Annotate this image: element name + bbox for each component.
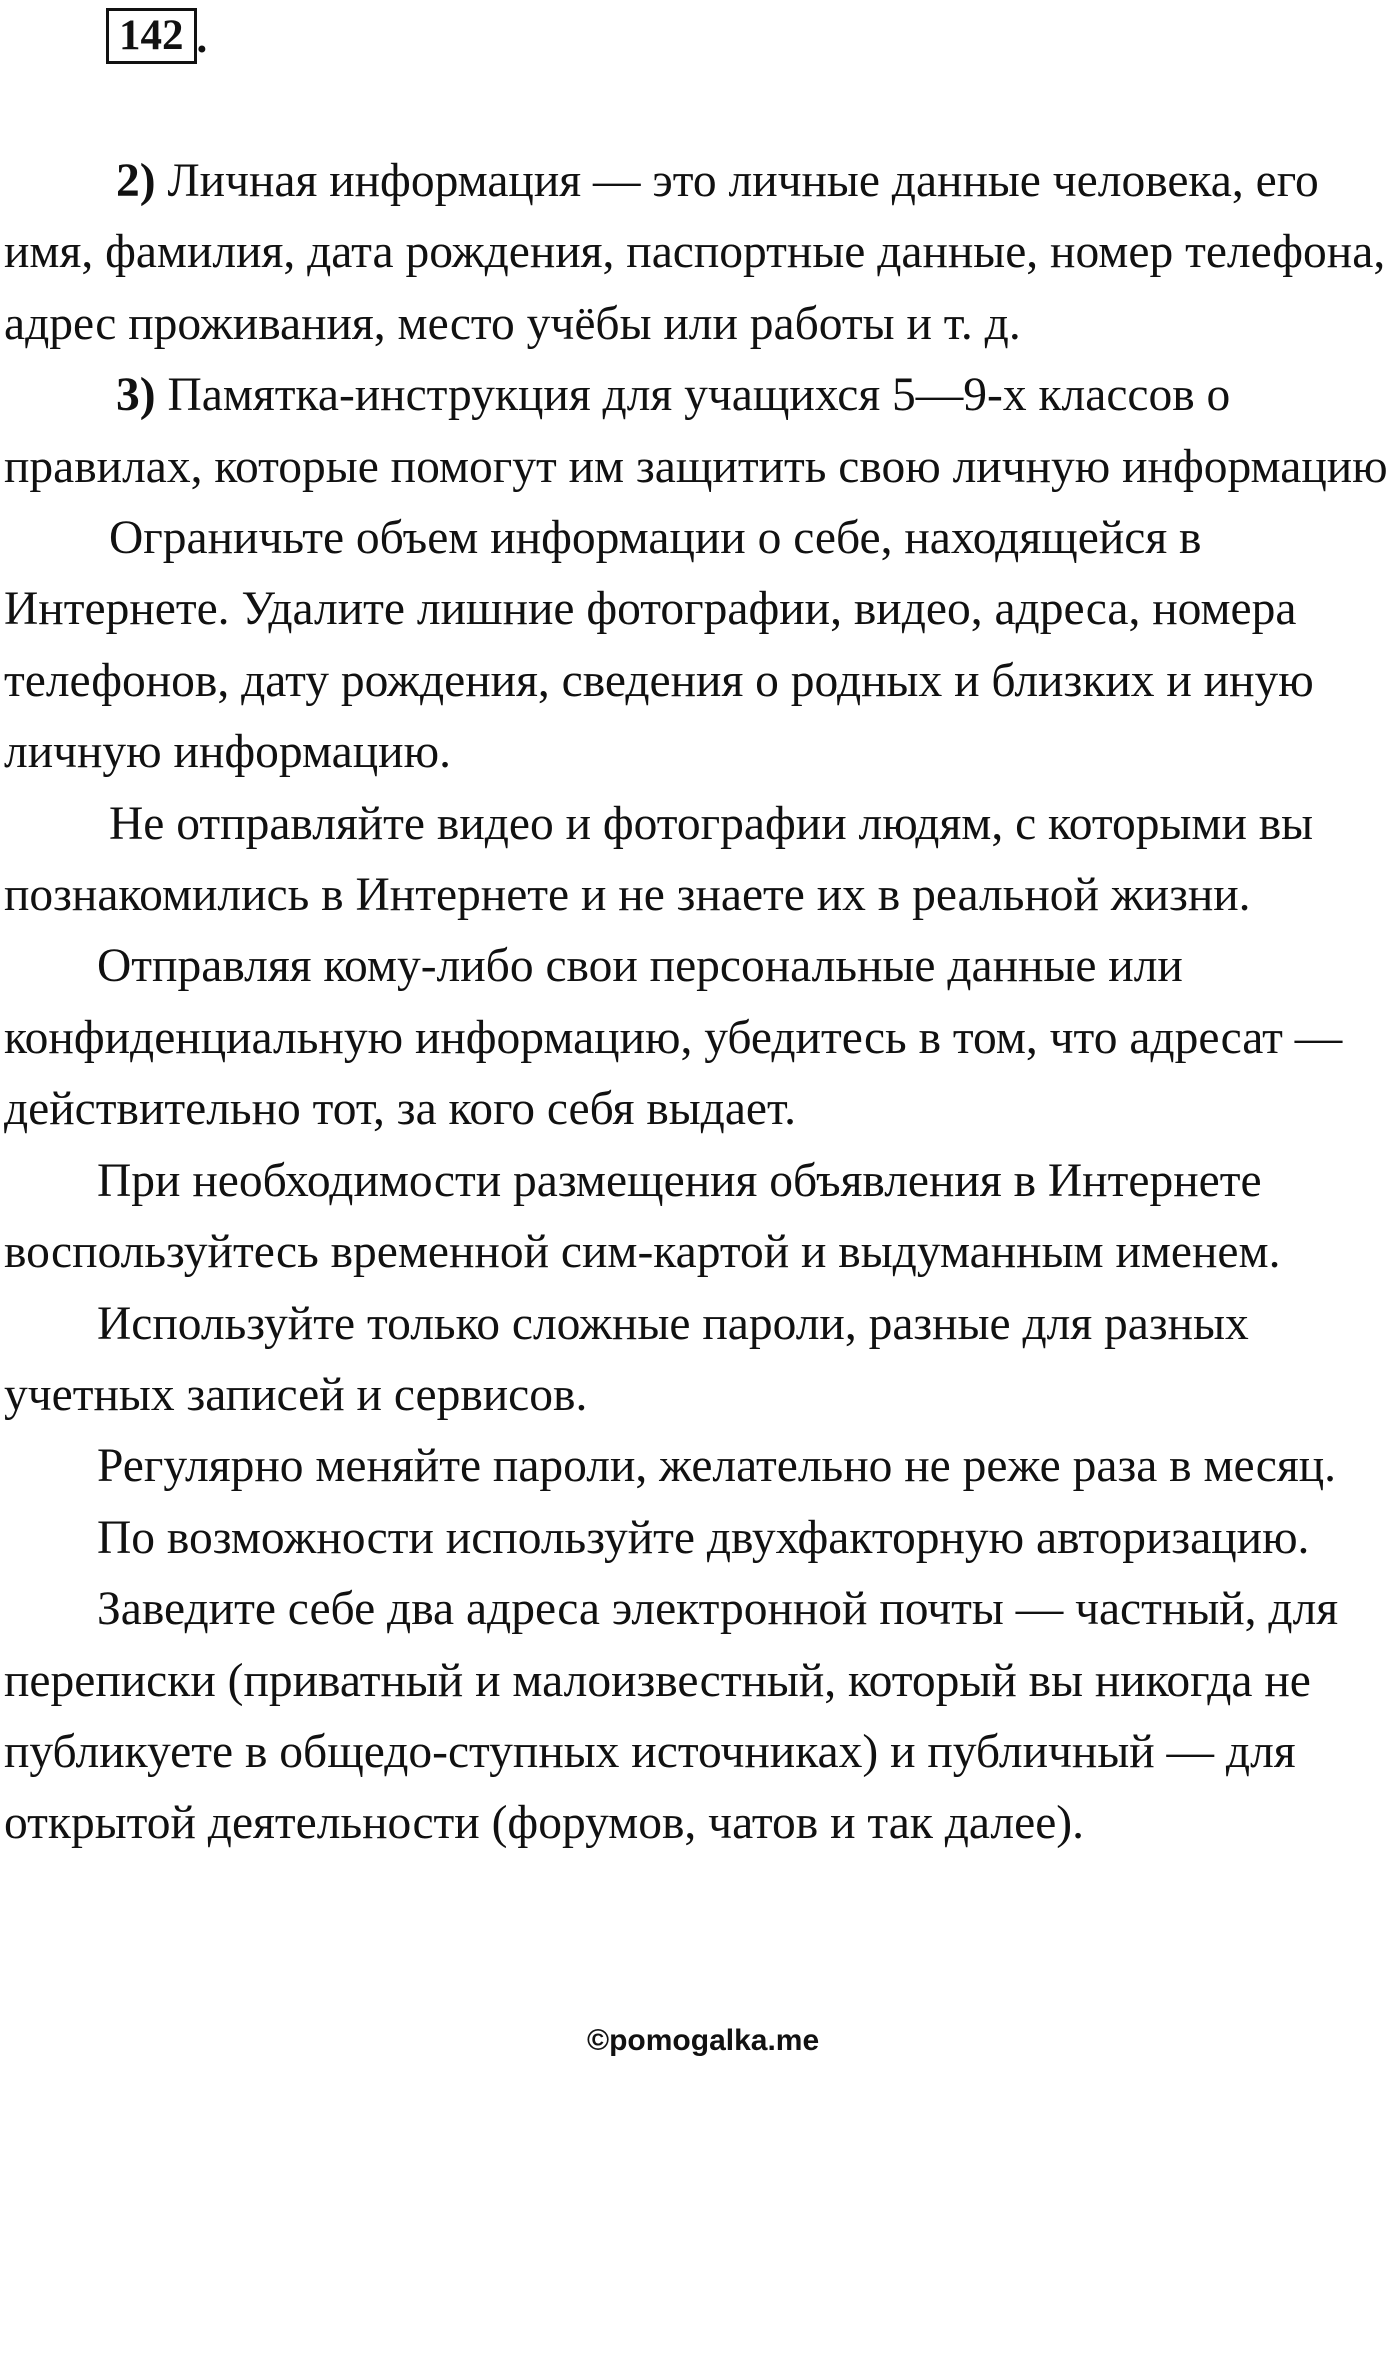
paragraph-text: Памятка-инструкция для учащихся 5—9-х классов о правилах, которые помогут им защитить свою личную информацию	[4, 369, 1388, 493]
paragraph-no-photos: Не отправляйте видео и фотографии людям, с которыми вы познакомились в Интернете и не знаете их в реальной жизни.	[4, 797, 1314, 922]
paragraph-strong-passwords: Используйте только сложные пароли, разные для разных учетных записей и сервисов.	[4, 1297, 1249, 1421]
watermark: ©pomogalka.me	[587, 2024, 820, 2057]
paragraph-limit-info: Ограничьте объем информации о себе, находящейся в Интернете. Удалите лишние фотографии, видео, адреса, номера телефонов, дату рождения, сведения о родных и близких и иную личную информацию.	[4, 512, 1314, 779]
exercise-number-box: 142	[106, 8, 197, 64]
paragraph-memo-title	[4, 360, 1394, 503]
paragraph-verify-recipient: Отправляя кому-либо свои персональные данные или конфиденциальную информацию, убедитесь в том, что адресат — действительно тот, за кого себя выдает.	[4, 940, 1343, 1136]
paragraph-lead: 3)	[116, 369, 156, 422]
paragraph-lead: 2)	[116, 155, 156, 207]
paragraph-text: Личная информация — это личные данные человека, его имя, фамилия, дата рождения, паспортные данные, номер телефона, адрес проживания, место учёбы или работы и т. д.	[4, 155, 1386, 350]
paragraph-two-emails: Заведите себе два адреса электронной почты — частный, для переписки (приватный и малоизвестный, который вы никогда не публикуете в общедо-ступных источниках) и публичный — для открытой деятельности (форумов, чатов и так далее).	[4, 1583, 1339, 1850]
paragraph-personal-info	[4, 146, 1394, 360]
exercise-number	[106, 8, 207, 64]
paragraph-two-factor: По возможности используйте двухфакторную авторизацию.	[97, 1511, 1310, 1564]
exercise-number-dot: .	[196, 15, 208, 62]
answer-text	[4, 146, 1394, 1860]
paragraph-temp-sim: При необходимости размещения объявления в Интернете воспользуйтесь временной сим-картой и выдуманным именем.	[4, 1154, 1281, 1279]
paragraph-change-passwords: Регулярно меняйте пароли, желательно не реже раза в месяц.	[97, 1440, 1337, 1493]
